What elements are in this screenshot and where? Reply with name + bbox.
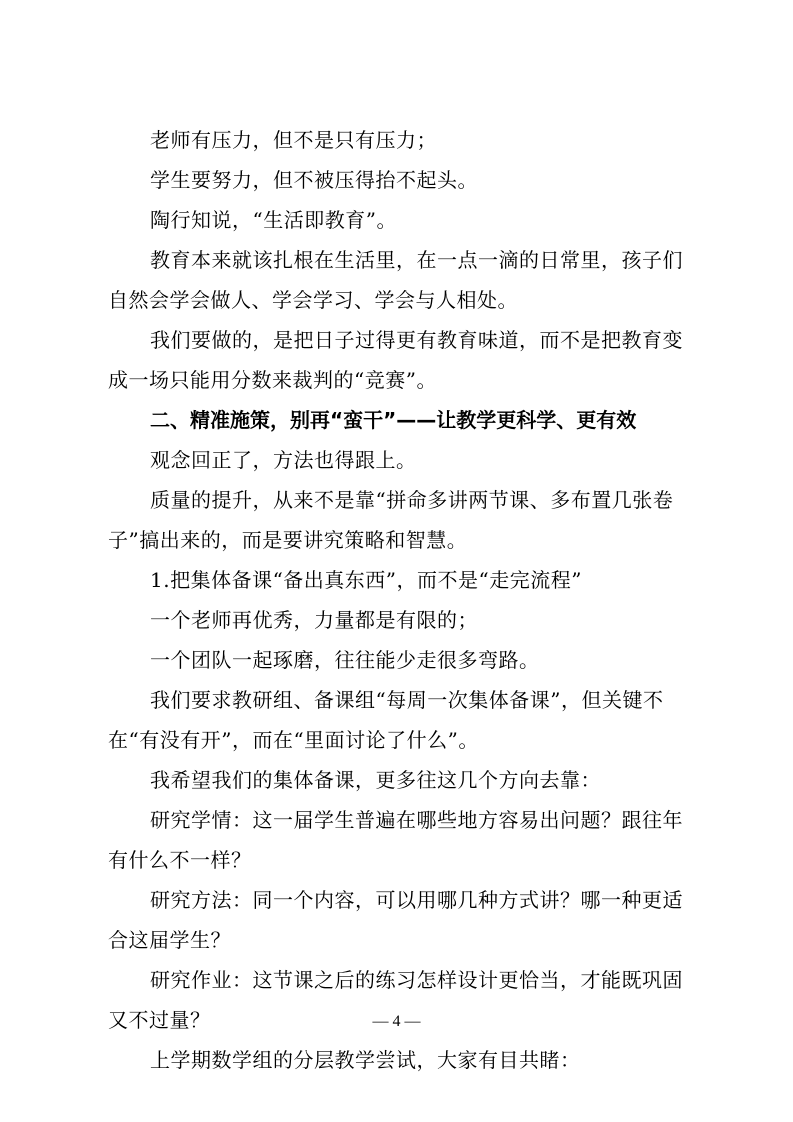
paragraph: 一个团队一起琢磨，往往能少走很多弯路。 <box>150 648 540 672</box>
section-heading: 二、精准施策，别再“蛮干”——让教学更科学、更有效 <box>150 408 637 432</box>
paragraph: 一个老师再优秀，力量都是有限的； <box>150 608 478 632</box>
paragraph: 教育本来就该扎根在生活里，在一点一滴的日常里，孩子们自然会学会做人、学会学习、学会与人相处。 <box>108 248 683 312</box>
subheading-paragraph: 1.把集体备课“备出真东西”，而不是“走完流程” <box>150 568 582 592</box>
document-body <box>108 120 692 1080</box>
paragraph: 研究作业：这节课之后的练习怎样设计更恰当，才能既巩固又不过量？ <box>108 968 683 1032</box>
paragraph: 质量的提升，从来不是靠“拼命多讲两节课、多布置几张卷子”搞出来的，而是要讲究策略和智慧。 <box>108 488 674 552</box>
paragraph: 老师有压力，但不是只有压力； <box>150 128 437 152</box>
paragraph: 学生要努力，但不被压得抬不起头。 <box>150 168 478 192</box>
paragraph: 观念回正了，方法也得跟上。 <box>150 448 417 472</box>
paragraph: 我们要做的，是把日子过得更有教育味道，而不是把教育变成一场只能用分数来裁判的“竞赛”。 <box>108 328 683 392</box>
paragraph: 研究学情：这一届学生普遍在哪些地方容易出问题？跟往年有什么不一样？ <box>108 808 683 872</box>
paragraph: 我们要求教研组、备课组“每周一次集体备课”，但关键不在“有没有开”，而在“里面讨论了什么”。 <box>108 688 664 752</box>
paragraph: 陶行知说，“生活即教育”。 <box>150 208 397 232</box>
paragraph: 我希望我们的集体备课，更多往这几个方向去靠： <box>150 768 601 792</box>
page-number: — 4 — <box>372 1013 421 1030</box>
paragraph: 上学期数学组的分层教学尝试，大家有目共睹： <box>150 1048 581 1072</box>
paragraph: 研究方法：同一个内容，可以用哪几种方式讲？哪一种更适合这届学生？ <box>108 888 683 952</box>
